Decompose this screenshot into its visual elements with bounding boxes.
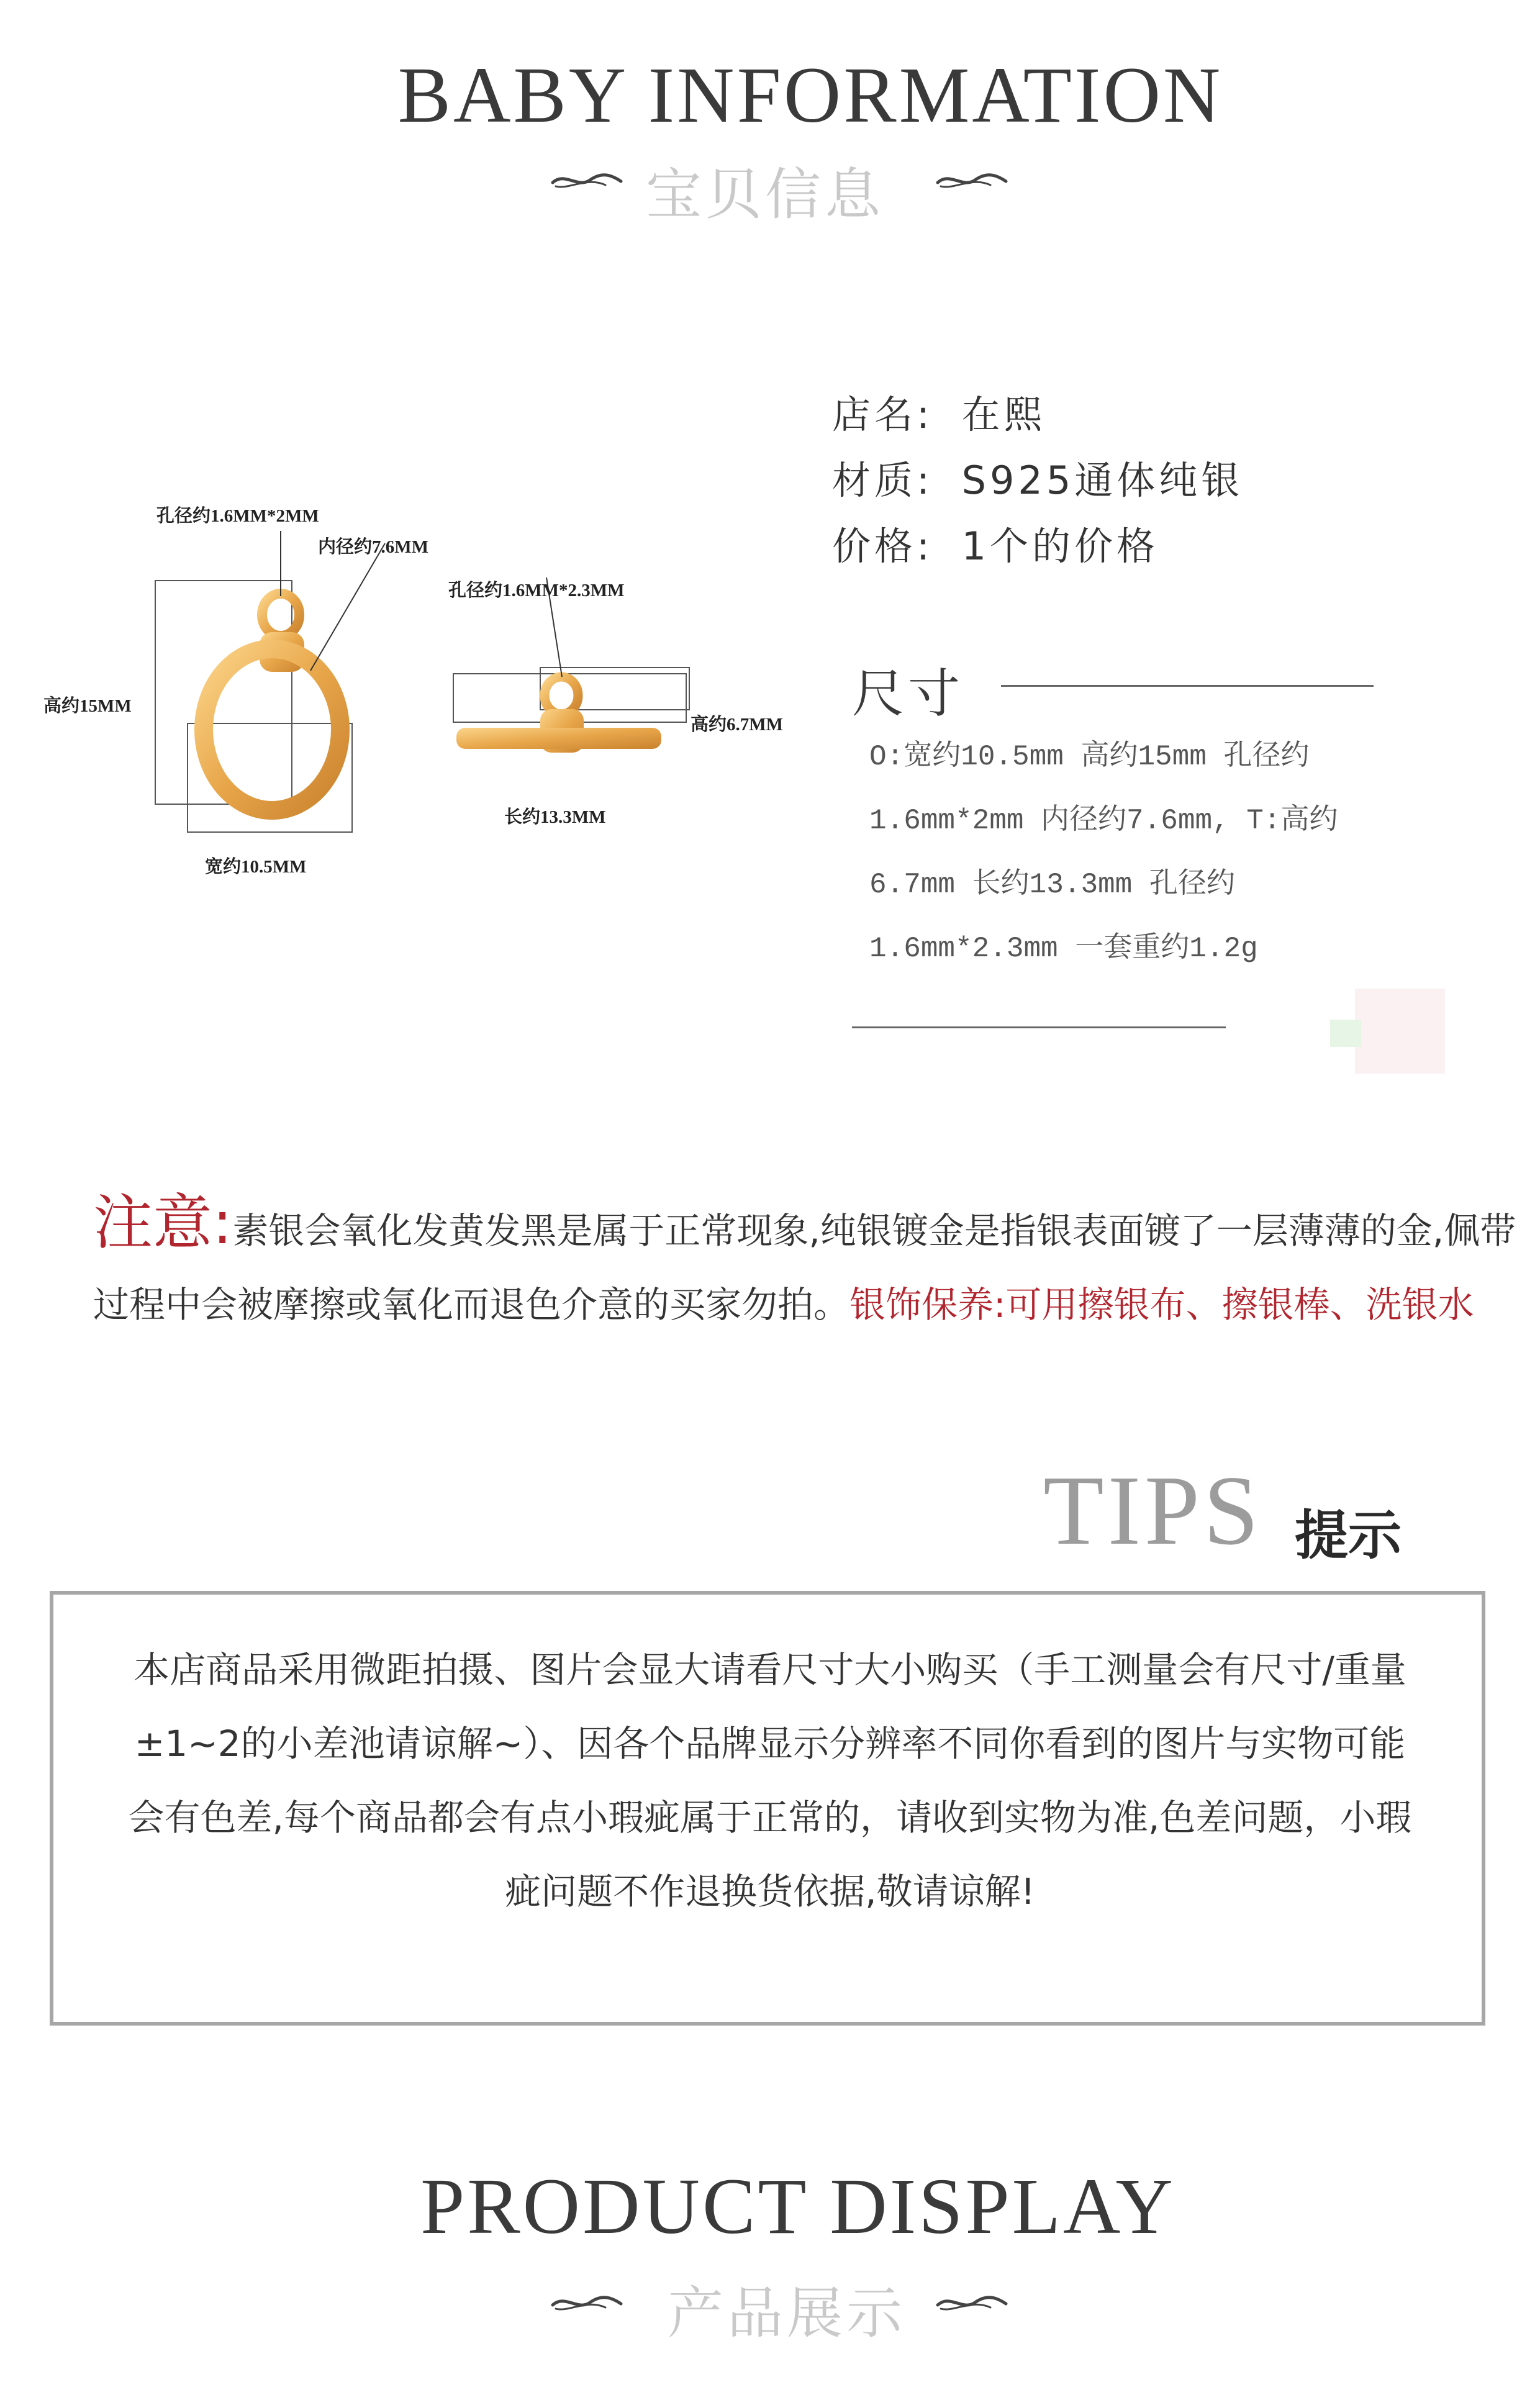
swirl-ornament-icon — [935, 2291, 1009, 2316]
ring-height-dimension: 高约15MM — [43, 696, 132, 716]
size-bottom-rule — [852, 1026, 1226, 1028]
size-description: O:宽约10.5mm 高约15mm 孔径约1.6mm*2mm 内径约7.6mm, T:高约6.7mm 长约13.3mm 孔径约1.6mm*2.3mm 一套重约1.2g — [869, 741, 1338, 965]
section-subtitle-product-display: 产品展示 — [668, 2281, 906, 2346]
bar-length-dimension: 长约13.3MM — [504, 807, 606, 827]
silver-care-note: 银饰保养:可用擦银布、擦银棒、洗银水 — [849, 1284, 1474, 1326]
bar-height-dimension: 高约6.7MM — [691, 715, 783, 735]
tips-title: TIPS — [1043, 1455, 1262, 1565]
decorative-swatch — [1330, 1020, 1361, 1047]
swirl-ornament-icon — [935, 169, 1009, 194]
size-heading-rule — [1001, 685, 1374, 687]
section-subtitle-baby-information: 宝贝信息 — [646, 162, 884, 227]
section-title-baby-information: BABY INFORMATION — [397, 51, 1223, 139]
ring-clasp-illustration — [155, 581, 352, 832]
ring-width-dimension: 宽约10.5MM — [205, 857, 307, 877]
bar-hole-dimension: 孔径约1.6MM*2.3MM — [448, 581, 625, 600]
swirl-ornament-icon — [550, 169, 624, 194]
notice-body: 素银会氧化发黄发黑是属于正常现象,纯银镀金是指银表面镀了一层薄薄的金,佩带过程中会被摩擦或氧化而退色介意的买家勿拍。 — [93, 1210, 1516, 1326]
tips-body-text: 本店商品采用微距拍摄、图片会显大请看尺寸大小购买（手工测量会有尺寸/重量±1~2的小差池请谅解~）、因各个品牌显示分辨率不同你看到的图片与实物可能会有色差,每个商品都会有点小瑕疵属于正常的，请收到实物为准,色差问题，小瑕疵问题不作退换货依据,敬请谅解! — [128, 1649, 1412, 1913]
notice-label: 注意: — [93, 1188, 233, 1257]
material-row — [832, 450, 1243, 505]
material-value: S925通体纯银 — [961, 458, 1244, 503]
shop-name-row — [832, 384, 1046, 439]
ring-hole-dimension: 孔径约1.6MM*2MM — [156, 506, 319, 526]
shop-name-label: 店名: — [832, 392, 933, 437]
decorative-swatch — [1355, 989, 1445, 1074]
tips-subtitle: 提示 — [1295, 1505, 1402, 1567]
ring-inner-diameter-dimension: 内径约7.6MM — [318, 537, 428, 557]
notice-paragraph — [93, 1186, 1540, 1342]
material-label: 材质: — [832, 458, 933, 503]
size-heading: 尺寸 — [852, 663, 964, 724]
section-title-product-display: PRODUCT DISPLAY — [420, 2162, 1175, 2250]
shop-name-value: 在熙 — [961, 392, 1046, 437]
swirl-ornament-icon — [550, 2291, 624, 2316]
price-label: 价格: — [832, 523, 933, 569]
t-bar-clasp-illustration — [453, 668, 689, 753]
price-row — [832, 515, 1159, 571]
price-value: 1个的价格 — [961, 523, 1159, 569]
